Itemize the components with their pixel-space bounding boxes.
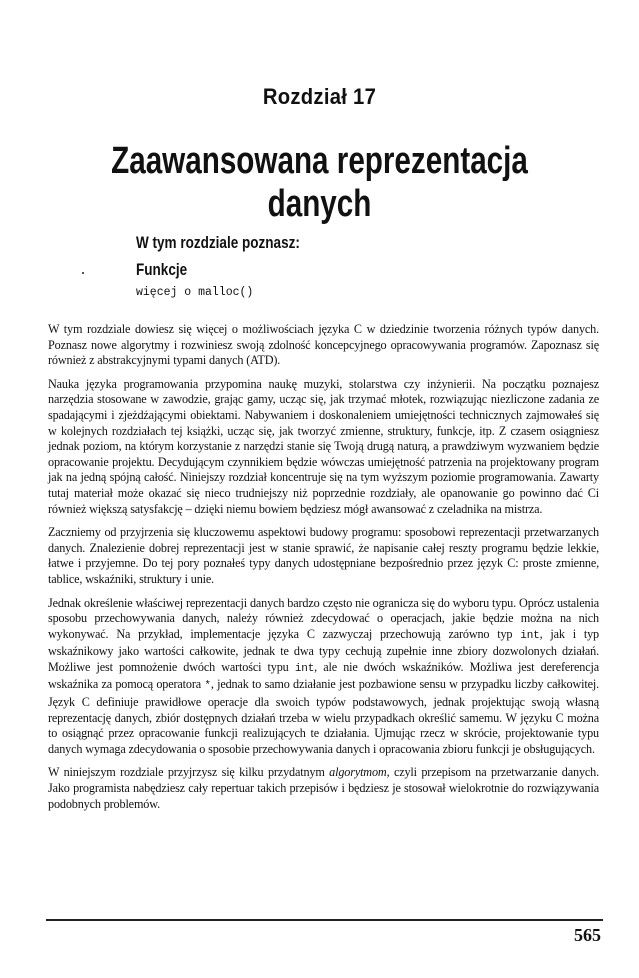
intro-heading: W tym rozdziale poznasz: <box>136 234 300 252</box>
code-inline: * <box>204 680 211 693</box>
intro-topic-title: Funkcje <box>136 261 188 279</box>
text-run: , czyli przepisom na przetwarzanie danych. Jako programista nabędziesz cały repertuar takich przepisów i będziesz je stosował wielokrotnie do rozwiązywania podobnych problemów. <box>48 765 599 811</box>
chapter-intro <box>136 234 496 299</box>
intro-topic-item: więcej o malloc() <box>136 286 254 299</box>
code-inline: int <box>520 629 540 642</box>
paragraph-1: W tym rozdziale dowiesz się więcej o możliwościach języka C w dziedzinie tworzenia różnych typów danych. Poznasz nowe algorytmy i rozwiniesz swoją zdolność koncepcyjnego opracowywania programów. Zapoznasz się również z abstrakcyjnymi typami danych (ATD). <box>48 322 599 368</box>
text-run: Jednak określenie właściwej reprezentacji danych bardzo często nie ogranicza się do wyboru typu. Oprócz ustalenia sposobu przechowywania danych, należy również zdecydować o operacjach, jakie będzie można na nich wykonywać. Na przykład, implementacje języka C zazwyczaj przechowują zarówno typ <box>48 595 599 641</box>
paragraph-5 <box>48 765 599 812</box>
paragraph-2: Nauka języka programowania przypomina naukę muzyki, stolarstwa czy inżynierii. Na początku poznajesz narzędzia stosowane w zawodzie, grając gamy, ucząc się, jak trzymać młotek, rozwiązując niezliczone zadania ze spadającymi i zjeżdżającymi obiektami. Nabywaniem i doskonaleniem umiejętności technicznych zajmowałeś się w kolejnych rozdziałach tej książki, ucząc się, jak tworzyć zmienne, struktury, funkcje, itp. Z czasem osiągniesz jednak poziom, na którym korzystanie z narzędzi stanie się Twoją drugą naturą, a prawdziwym wyzwaniem będzie opracowanie projektu. Decydującym czynnikiem będzie wówczas umiejętność patrzenia na projektowany program jak na jedną spójną całość. Niniejszy rozdział koncentruje się na tym wyższym poziomie programowania. Zawarty tutaj materiał może okazać się nieco trudniejszy niż poprzednie rozdziały, ale opanowanie go powinno dać Ci również większą satysfakcję – dzięki niemu bowiem będziesz mógł awansować z czeladnika na mistrza. <box>48 376 599 516</box>
scan-speck <box>82 272 84 274</box>
emphasis-term: algorytmom <box>329 765 387 780</box>
chapter-title: Zaawansowana reprezentacja danych <box>111 140 528 225</box>
footer-divider <box>46 919 603 921</box>
paragraph-4 <box>48 596 599 758</box>
body-text <box>48 322 599 820</box>
text-run: , jednak to samo działanie jest pozbawione sensu w przypadku liczby całkowitej. Język C definiuje prawidłowe operacje dla swoich typów podstawowych, jednak projektując swoją własną reprezentację danych, zbiór dostępnych działań trzeba w wielu przypadkach określić samemu. W języku C można to osiągnąć przez opracowanie funkcji realizujących te działania. Ujmując rzecz w skrócie, projektowanie typu danych wymaga zdecydowania o sposobie przechowywania danych i opracowania zbioru funkcji je obsługujących. <box>48 677 600 756</box>
paragraph-3: Zaczniemy od przyjrzenia się kluczowemu aspektowi budowy programu: sposobowi reprezentacji przetwarzanych danych. Znalezienie dobrej reprezentacji jest w stanie sprawić, że napisanie całej reszty programu będzie lekkie, łatwe i przyjemne. Do tej pory poznałeś typy danych udostępniane bezpośrednio przez język C: proste zmienne, tablice, wskaźniki, struktury i unie. <box>48 525 599 586</box>
page-number: 565 <box>574 925 601 945</box>
chapter-label: Rozdział 17 <box>262 84 377 109</box>
code-inline: int <box>294 662 315 675</box>
text-run: W niniejszym rozdziale przyjrzysz się kilku przydatnym <box>48 765 330 780</box>
text-run: , jak i typ wskaźnikowy jako wartości całkowite, jednak te dwa typy cechują zupełnie inne zbiory dozwolonych działań. Możliwe jest pomnożenie dwóch wartości typu <box>48 626 600 674</box>
text-run: , ale nie dwóch wskaźników. Możliwa jest dereferencja wskaźnika za pomocą operatora <box>48 659 599 692</box>
